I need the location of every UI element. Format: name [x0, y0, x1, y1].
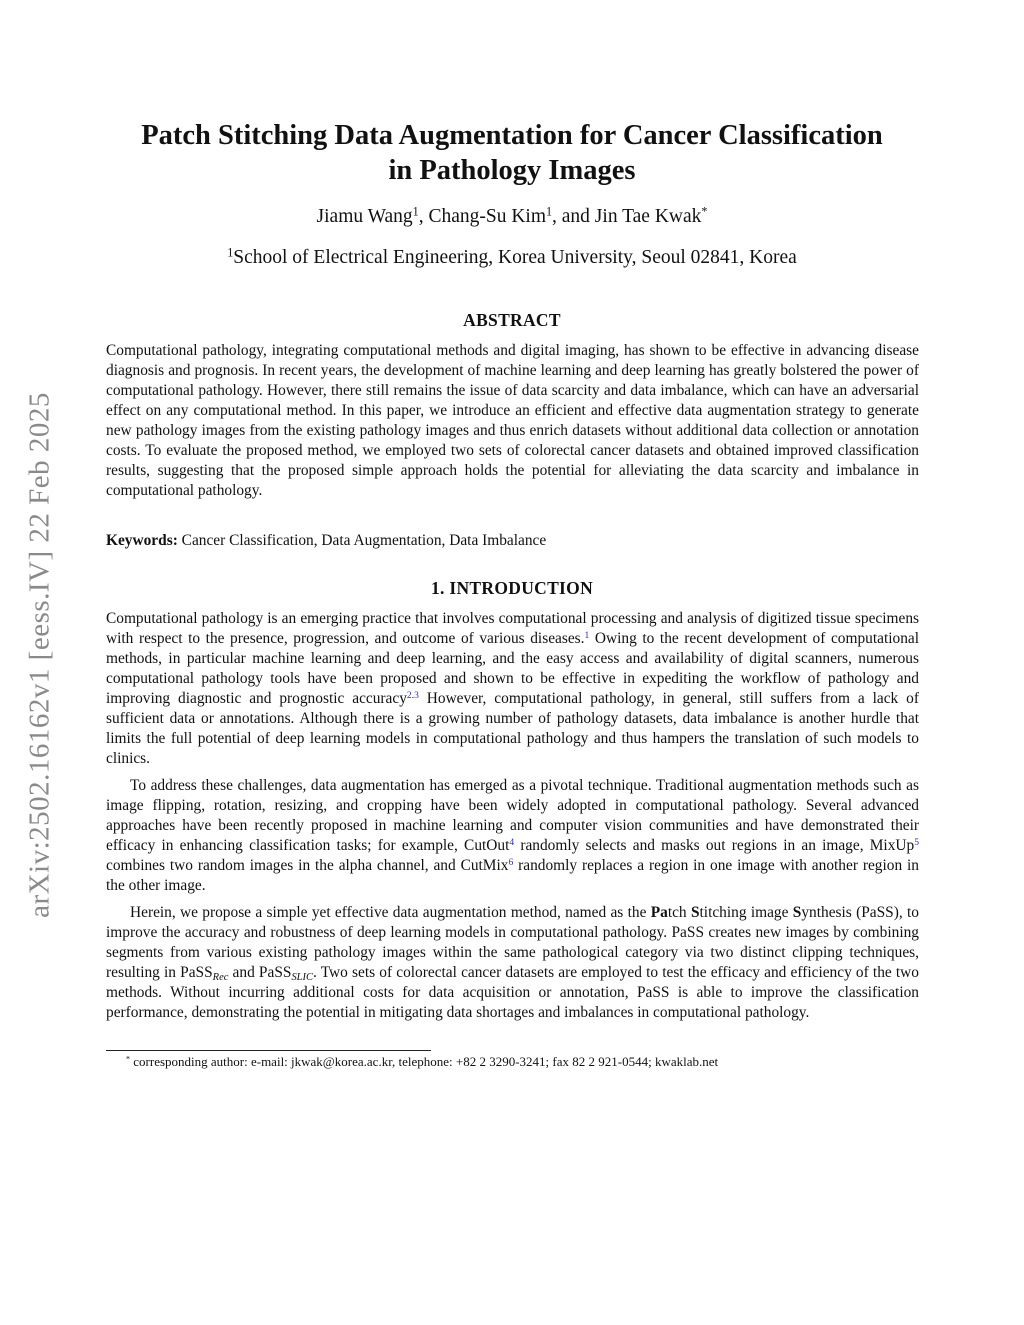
- intro-p3-text-f: . Two sets of colorectal cancer datasets are employed to test the efficacy and efficiency of the two methods. Without incurring additional costs for data acquisition or annotation, PaSS is able to improve the classification performance, demonstrating the potential in mitigating data shortages and imbalances in computational pathology.: [106, 964, 919, 1021]
- affiliation: [100, 244, 924, 272]
- author-2: , Chang-Su Kim: [418, 206, 546, 227]
- author-1: Jiamu Wang: [316, 206, 413, 227]
- citation-link-3[interactable]: 3: [414, 689, 419, 701]
- intro-p2-text-d: randomly replaces a region in one image with another region in the other image.: [106, 857, 919, 894]
- intro-p3-text-a: Herein, we propose a simple yet effective data augmentation method, named as the: [130, 904, 651, 921]
- footnote: [126, 1053, 919, 1070]
- intro-p2-text-b: randomly selects and masks out regions in an image, MixUp: [514, 837, 915, 854]
- keywords-text: Cancer Classification, Data Augmentation, Data Imbalance: [177, 532, 547, 549]
- citation-link-4[interactable]: 4: [509, 836, 515, 848]
- citation-link-2[interactable]: 2: [406, 689, 412, 701]
- intro-paragraph-3: [106, 903, 919, 1023]
- intro-p3-text-e: and PaSS: [228, 964, 292, 981]
- title-line-2: in Pathology Images: [388, 155, 636, 186]
- author-1-affiliation-mark: 1: [412, 204, 419, 219]
- intro-paragraph-1: [106, 609, 919, 769]
- intro-p3-text-c: titching image: [699, 904, 793, 921]
- pass-slic-subscript: SLIC: [291, 972, 313, 984]
- intro-p1-text-b: Owing to the recent development of computational methods, in particular machine learning and deep learning, and the easy access and availability of digital scanners, numerous computational pathology tools have been proposed and shown to be effective in expediting the workflow of pathology and improving diagnostic and prognostic accuracy: [106, 630, 920, 707]
- acronym-bold-pa: Pa: [650, 904, 668, 921]
- acronym-bold-s2: S: [792, 904, 802, 921]
- abstract-body: [106, 341, 919, 501]
- arxiv-identifier-stamp: arXiv:2502.16162v1 [eess.IV] 22 Feb 2025: [23, 392, 56, 918]
- intro-paragraph-2: [106, 776, 919, 896]
- intro-p1-text-c: However, computational pathology, in general, still suffers from a lack of sufficient data or annotations. Although there is a growing number of pathology datasets, data imbalance is another hurdle that limits the full potential of deep learning models in computational pathology and thus hampers the translation of such models to clinics.: [106, 690, 919, 767]
- citation-separator: .: [411, 689, 415, 701]
- intro-p2-text-c: combines two random images in the alpha channel, and CutMix: [106, 857, 509, 874]
- corresponding-author-mark: *: [701, 204, 708, 219]
- abstract-heading: ABSTRACT: [463, 310, 561, 330]
- author-list: [100, 203, 924, 231]
- citation-link-5[interactable]: 5: [914, 836, 919, 848]
- author-3: , and Jin Tae Kwak: [552, 206, 702, 227]
- citation-link-1[interactable]: 1: [584, 629, 590, 641]
- author-2-affiliation-mark: 1: [545, 204, 553, 219]
- abstract-text: Computational pathology, integrating computational methods and digital imaging, has shown to be effective in advancing disease diagnosis and prognosis. In recent years, the development of machine learning and deep learning has greatly bolstered the power of computational pathology. However, there still remains the issue of data scarcity and data imbalance, which can have an adversarial effect on any computational method. In this paper, we introduce an efficient and effective data augmentation strategy to generate new pathology images from the existing pathology images and thus enrich datasets without additional data collection or annotation costs. To evaluate the proposed method, we employed two sets of colorectal cancer datasets and obtained improved classification results, suggesting that the proposed simple approach holds the potential for alleviating the data scarcity and imbalance in computational pathology.: [106, 342, 919, 499]
- footnote-text: corresponding author: e-mail: jkwak@korea.ac.kr, telephone: +82 2 3290-3241; fax 82 2 921-0544; kwaklab.net: [130, 1054, 719, 1069]
- introduction-heading: 1. INTRODUCTION: [430, 578, 594, 598]
- paper-title: [100, 118, 924, 188]
- footnote-divider: [106, 1050, 431, 1051]
- keywords-label: Keywords:: [106, 532, 178, 549]
- footnote-mark: *: [126, 1054, 131, 1064]
- intro-p3-text-b: tch: [667, 904, 691, 921]
- affiliation-mark: 1: [227, 245, 234, 260]
- title-line-1: Patch Stitching Data Augmentation for Cancer Classification: [141, 120, 883, 151]
- intro-p1-text-a: Computational pathology is an emerging practice that involves computational processing and analysis of digitized tissue specimens with respect to the presence, progression, and outcome of various diseases.: [106, 610, 919, 647]
- acronym-bold-s1: S: [690, 904, 700, 921]
- introduction-body: [106, 609, 919, 1023]
- pass-rec-subscript: Rec: [212, 972, 229, 984]
- intro-p2-text-a: To address these challenges, data augmentation has emerged as a pivotal technique. Traditional augmentation methods such as image flipping, rotation, resizing, and cropping have been widely adopted in computational pathology. Several advanced approaches have been recently proposed in machine learning and computer vision communities and have demonstrated their efficacy in enhancing classification tasks; for example, CutOut: [106, 777, 919, 854]
- affiliation-text: School of Electrical Engineering, Korea University, Seoul 02841, Korea: [233, 247, 797, 268]
- keywords: [106, 531, 919, 551]
- citation-link-6[interactable]: 6: [508, 856, 514, 868]
- intro-p3-text-d: ynthesis (PaSS), to improve the accuracy and robustness of deep learning models in computational pathology. PaSS creates new images by combining segments from various existing pathology images within the same pathological category via two distinct clipping techniques, resulting in PaSS: [106, 904, 919, 981]
